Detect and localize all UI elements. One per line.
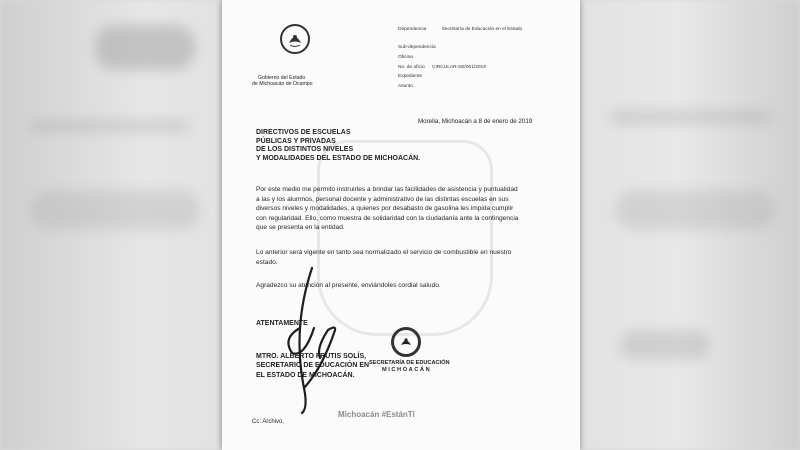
paragraph-line: Lo anterior será vigente en tanto sea normalizado el servicio de combustible en nuestro bbox=[256, 249, 512, 256]
background-blur-seal bbox=[95, 25, 195, 70]
document-page bbox=[222, 0, 580, 450]
signatory-line: SECRETARIO DE EDUCACIÓN EN bbox=[256, 362, 370, 370]
stamp-line-2: MICHOACÁN bbox=[382, 367, 432, 373]
meta-label: Sub-dependencia bbox=[398, 45, 436, 50]
meta-value: CIRCULAR-SE/001/2019 bbox=[432, 65, 486, 70]
eagle-emblem-icon bbox=[285, 29, 305, 49]
signatory-line: EL ESTADO DE MICHOACÁN. bbox=[256, 371, 355, 379]
footer-brand: Michoacán #EstánTi bbox=[338, 410, 415, 419]
recipient-block bbox=[256, 129, 420, 163]
background-blur-text bbox=[30, 190, 200, 230]
background-blur-text bbox=[30, 120, 190, 132]
date-line: Morelia, Michoacán a 8 de enero de 2019 bbox=[418, 118, 533, 125]
paragraph-3: Agradezco su atención al presente, enviándoles cordial saludo. bbox=[256, 282, 441, 289]
background-blur-text bbox=[615, 190, 775, 230]
background-blur-text bbox=[610, 110, 770, 124]
recipient-line: DIRECTIVOS DE ESCUELAS bbox=[256, 129, 351, 136]
meta-label: Expediente bbox=[398, 74, 423, 79]
eagle-emblem-icon bbox=[398, 334, 414, 350]
paragraph-line: a las y los alumnos, personal docente y administrativo de las distintas escuelas en sus bbox=[256, 195, 509, 203]
meta-dependencia bbox=[398, 27, 522, 32]
recipient-line: Y MODALIDADES DEL ESTADO DE MICHOACÁN. bbox=[256, 154, 421, 162]
coat-of-arms-seal bbox=[280, 24, 310, 54]
meta-subdependencia bbox=[398, 45, 436, 50]
paragraph-line: con regularidad. Ello, como muestra de solidaridad con la ciudadanía ante la contingencia bbox=[256, 214, 519, 222]
meta-value: Secretaría de Educación en el Estado bbox=[441, 27, 523, 32]
signatory-block bbox=[256, 352, 369, 380]
closing: ATENTAMENTE bbox=[256, 320, 308, 327]
recipient-line: DE LOS DISTINTOS NIVELES bbox=[256, 146, 354, 154]
paragraph-line: Por este medio me permito instruirles a brindar las facilidades de asistencia y puntualidad bbox=[256, 186, 518, 193]
meta-label: Oficina bbox=[398, 55, 413, 60]
meta-oficio bbox=[398, 65, 486, 70]
government-line-2: de Michoacán de Ocampo bbox=[252, 81, 313, 87]
paragraph-line: diversos niveles y modalidades, a quienes por desabasto de gasolina les impida cumplir bbox=[256, 205, 514, 213]
signatory-line: MTRO. ALBERTO FRUTIS SOLÍS, bbox=[256, 353, 367, 360]
meta-asunto bbox=[398, 84, 413, 89]
paragraph-line: estado. bbox=[256, 258, 278, 266]
background-blur-seal bbox=[620, 330, 710, 360]
meta-label: Asunto bbox=[398, 84, 413, 89]
stamp-line-1: SECRETARÍA DE EDUCACIÓN bbox=[369, 360, 450, 366]
paragraph-1 bbox=[256, 185, 518, 233]
meta-label: No. de oficio bbox=[398, 65, 425, 70]
cc-line: Cc: Archivo. bbox=[252, 419, 285, 425]
official-stamp-seal bbox=[391, 327, 421, 357]
meta-label: Dependencia bbox=[398, 27, 427, 32]
government-line-1: Gobierno del Estado bbox=[258, 75, 306, 81]
handwritten-signature bbox=[242, 258, 352, 418]
meta-expediente bbox=[398, 74, 422, 79]
paragraph-line: que se presenta en la entidad. bbox=[256, 224, 345, 232]
meta-oficina bbox=[398, 55, 413, 60]
recipient-line: PÚBLICAS Y PRIVADAS bbox=[256, 137, 336, 145]
